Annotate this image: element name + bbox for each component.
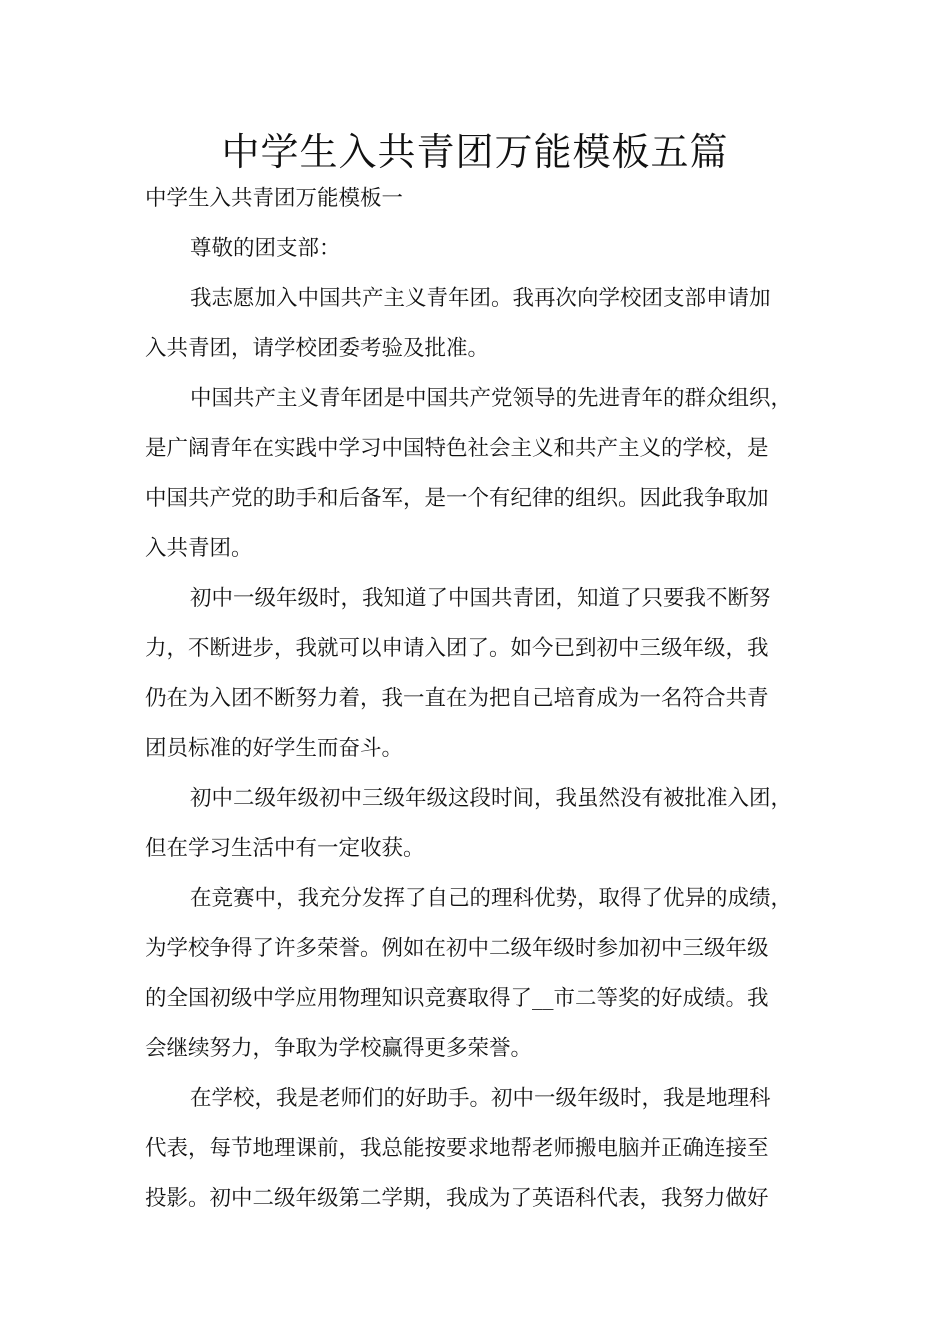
- text-line: 代表，每节地理课前，我总能按要求地帮老师搬电脑并正确连接至: [145, 1136, 769, 1161]
- document-body: [145, 174, 809, 1224]
- text-line: 在学校，我是老师们的好助手。初中一级年级时，我是地理科: [190, 1086, 771, 1111]
- text-line: 中国共产党的助手和后备军，是一个有纪律的组织。因此我争取加: [145, 486, 769, 511]
- section-heading: 中学生入共青团万能模板一: [145, 186, 404, 211]
- document-title: 中学生入共青团万能模板五篇: [221, 130, 729, 174]
- text-line: 在竞赛中，我充分发挥了自己的理科优势，取得了优异的成绩，: [190, 886, 793, 911]
- text-line: 为学校争得了许多荣誉。例如在初中二级年级时参加初中三级年级: [145, 936, 769, 961]
- text-line: 是广阔青年在实践中学习中国特色社会主义和共产主义的学校，是: [145, 436, 769, 461]
- text-line: 中国共产主义青年团是中国共产党领导的先进青年的群众组织，: [190, 386, 793, 411]
- text-line: 初中二级年级初中三级年级这段时间，我虽然没有被批准入团，: [190, 786, 793, 811]
- text-line: 入共青团，请学校团委考验及批准。: [145, 336, 490, 361]
- text-line: 初中一级年级时，我知道了中国共青团，知道了只要我不断努: [190, 586, 771, 611]
- text-line: 入共青团。: [145, 536, 253, 561]
- salutation: 尊敬的团支部：: [190, 236, 341, 261]
- text-line: 力，不断进步，我就可以申请入团了。如今已到初中三级年级，我: [145, 636, 769, 661]
- text-line: 仍在为入团不断努力着，我一直在为把自己培育成为一名符合共青: [145, 686, 769, 711]
- text-line: 会继续努力，争取为学校赢得更多荣誉。: [145, 1036, 533, 1061]
- text-line: 投影。初中二级年级第二学期，我成为了英语科代表，我努力做好: [145, 1186, 769, 1211]
- body-lines: [145, 274, 809, 1224]
- text-line: 我志愿加入中国共产主义青年团。我再次向学校团支部申请加: [190, 286, 771, 311]
- text-line: 但在学习生活中有一定收获。: [145, 836, 425, 861]
- text-line: 团员标准的好学生而奋斗。: [145, 736, 404, 761]
- text-line: 的全国初级中学应用物理知识竞赛取得了__市二等奖的好成绩。我: [145, 986, 769, 1011]
